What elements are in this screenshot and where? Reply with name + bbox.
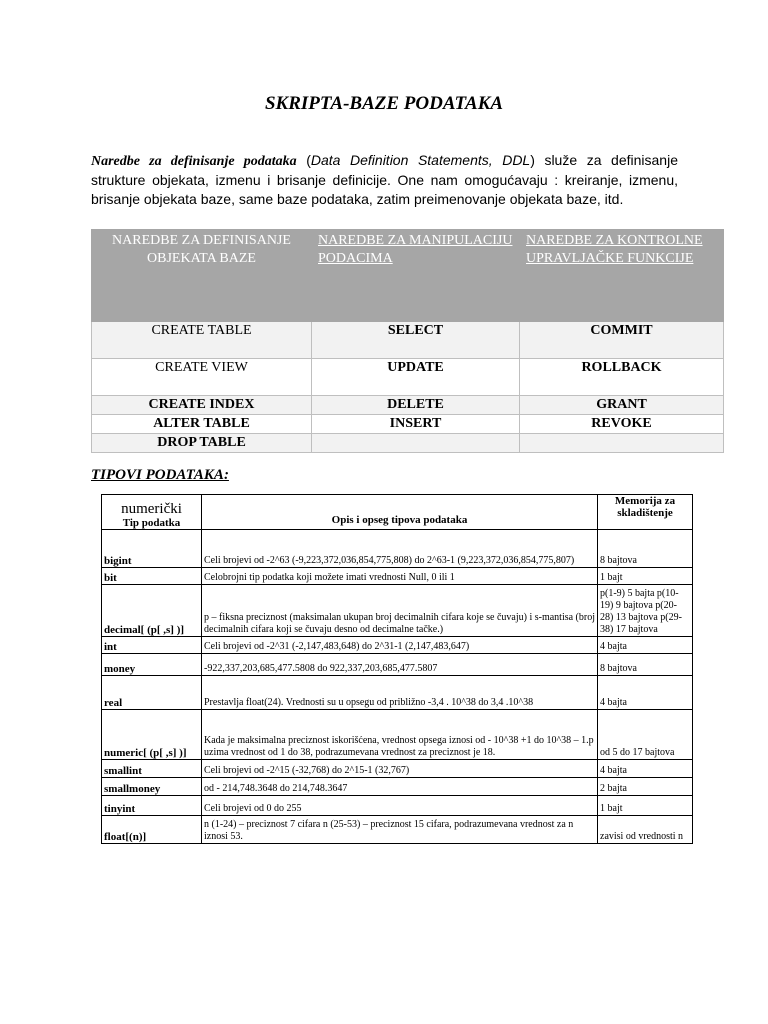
types-row [102,778,693,796]
command-cell: INSERT [312,415,520,434]
type-mem: 8 bajtova [598,654,693,676]
type-mem: zavisi od vrednosti n [598,816,693,844]
type-mem: 1 bajt [598,568,693,585]
intro-bold: Naredbe za definisanje podataka [91,154,297,169]
desc-header-cell: Opis i opseg tipova podataka [202,495,598,530]
types-row [102,816,693,844]
intro-italic: Data Definition Statements, DDL [310,152,531,168]
type-name: smallint [102,760,202,778]
type-name: money [102,654,202,676]
type-desc: n (1-24) – preciznost 7 cifara n (25-53) – preciznost 15 cifara, podrazumevana vrednost za n iznosi 53. [202,816,598,844]
types-table [101,494,693,844]
type-desc: Prestavlja float(24). Vrednosti su u opsegu od približno -3,4 . 10^38 do 3,4 .10^38 [202,676,598,710]
type-name: float[(n)] [102,816,202,844]
command-cell: CREATE VIEW [92,359,312,396]
commands-header-row [92,230,724,322]
command-cell: DROP TABLE [92,434,312,453]
command-cell: CREATE INDEX [92,396,312,415]
command-cell: REVOKE [520,415,724,434]
type-mem: p(1-9) 5 bajta p(10-19) 9 bajtova p(20-28) 13 bajtova p(29-38) 17 bajtova [598,585,693,637]
types-header-row [102,495,693,530]
type-name: numeric[ (p[ ,s] )] [102,710,202,760]
command-cell [520,434,724,453]
command-cell: COMMIT [520,322,724,359]
commands-row [92,322,724,359]
type-name: bit [102,568,202,585]
type-name: bigint [102,530,202,568]
type-desc: -922,337,203,685,477.5808 do 922,337,203,685,477.5807 [202,654,598,676]
type-desc: p – fiksna preciznost (maksimalan ukupan broj decimalnih cifara koje se čuvaju) i s-mantisa (broj decimalnih cifara koji se čuvaju desno od decimalne tačke.) [202,585,598,637]
type-desc: Celi brojevi od -2^31 (-2,147,483,648) do 2^31-1 (2,147,483,647) [202,637,598,654]
types-row [102,676,693,710]
intro-open: ( [296,152,311,168]
commands-row [92,396,724,415]
type-mem: 8 bajtova [598,530,693,568]
type-desc: Celi brojevi od -2^63 (-9,223,372,036,854,775,808) do 2^63-1 (9,223,372,036,854,775,807) [202,530,598,568]
type-desc: Kada je maksimalna preciznost iskorišćena, vrednost opsega iznosi od - 10^38 +1 do 10^38 – 1.p uzima vrednost od 1 do 38, podrazumevana vrednost za preciznost je 18. [202,710,598,760]
types-row [102,568,693,585]
commands-header: NAREDBE ZA KONTROLNE UPRAVLJAČKE FUNKCIJE [520,230,724,322]
types-row [102,654,693,676]
command-cell: GRANT [520,396,724,415]
type-name: smallmoney [102,778,202,796]
intro-paragraph [91,151,678,209]
numeric-label: numerički [121,501,182,517]
document-title: SKRIPTA-BAZE PODATAKA [264,93,504,114]
type-mem: 4 bajta [598,676,693,710]
commands-header: NAREDBE ZA MANIPULACIJU PODACIMA [312,230,520,322]
types-row [102,530,693,568]
type-mem: 1 bajt [598,796,693,816]
commands-header: NAREDBE ZA DEFINISANJE OBJEKATA BAZE [92,230,312,322]
command-cell [312,434,520,453]
type-name: tinyint [102,796,202,816]
type-mem: 2 bajta [598,778,693,796]
type-header-cell [102,495,202,530]
types-row [102,796,693,816]
type-name: real [102,676,202,710]
types-row [102,710,693,760]
type-mem: 4 bajta [598,760,693,778]
type-desc: Celobrojni tip podatka koji možete imati vrednosti Null, 0 ili 1 [202,568,598,585]
type-desc: Celi brojevi od -2^15 (-32,768) do 2^15-1 (32,767) [202,760,598,778]
type-name: decimal[ (p[ ,s] )] [102,585,202,637]
command-cell: SELECT [312,322,520,359]
types-row [102,637,693,654]
command-cell: DELETE [312,396,520,415]
intro-rest: ) služe za definisanje strukture objekata, izmenu i brisanje definicije. One nam omogućavaju : kreiranje, izmenu, brisanje objekata baze, same baze podataka, zatim preimenovanje objekata baze, itd. [91,152,678,207]
type-mem: 4 bajta [598,637,693,654]
commands-row [92,415,724,434]
type-desc: od - 214,748.3648 do 214,748.3647 [202,778,598,796]
type-mem: od 5 do 17 bajtova [598,710,693,760]
commands-table [91,229,724,453]
type-label: Tip podatka [122,517,181,529]
command-cell: ALTER TABLE [92,415,312,434]
command-cell: CREATE TABLE [92,322,312,359]
mem-header-cell: Memorija za skladištenje [598,495,693,530]
types-heading: TIPOVI PODATAKA: [91,467,229,483]
type-desc: Celi brojevi od 0 do 255 [202,796,598,816]
command-cell: ROLLBACK [520,359,724,396]
type-name: int [102,637,202,654]
types-row [102,760,693,778]
commands-row [92,434,724,453]
command-cell: UPDATE [312,359,520,396]
types-row [102,585,693,637]
commands-row [92,359,724,396]
